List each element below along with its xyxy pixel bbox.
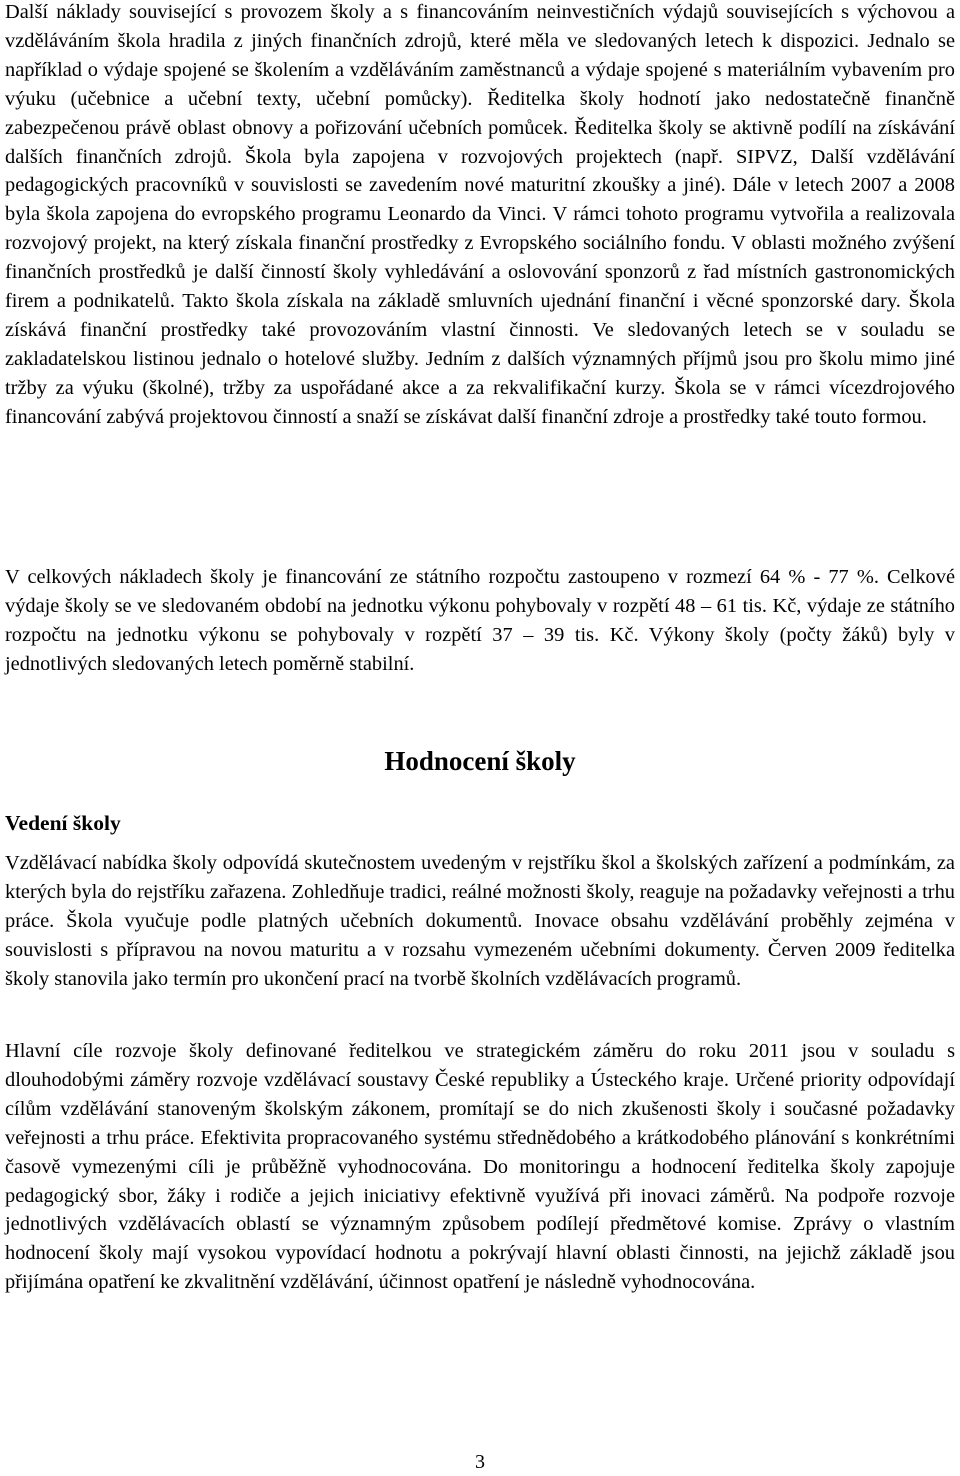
section-heading: Vedení školy <box>5 811 121 835</box>
page-number: 3 <box>475 1451 485 1473</box>
paragraph-educational-offer: Vzdělávací nabídka školy odpovídá skutečnostem uvedeným v rejstříku škol a školských zařízení a podmínkám, za kterých byla do rejstříku zařazena. Zohledňuje tradici, reálné možnosti školy, reaguje na požadavky veřejnosti a trhu práce. Škola vyučuje podle platných učebních dokumentů. Inovace obsahu vzdělávání proběhly zejména v souvislosti s přípravou na novou maturitu a v rozsahu vymezeném učebními dokumenty. Červen 2009 ředitelka školy stanovila jako termín pro ukončení prací na tvorbě školních vzdělávacích programů. <box>5 852 955 990</box>
paragraph-development-goals: Hlavní cíle rozvoje školy definované ředitelkou ve strategickém záměru do roku 2011 jsou v souladu s dlouhodobými záměry rozvoje vzdělávací soustavy České republiky a Ústeckého kraje. Určené priority odpovídají cílům vzdělávání stanoveným školským zákonem, promítají se do nich zkušenosti školy i současné požadavky veřejnosti a trhu práce. Efektivita propracovaného systému střednědobého a krátkodobého plánování s konkrétními časově vymezenými cíli je průběžně vyhodnocována. Do monitoringu a hodnocení ředitelka školy zapojuje pedagogický sbor, žáky i rodiče a jejich iniciativy efektivně využívá při inovaci záměrů. Na podpoře rozvoje jednotlivých vzdělávacích oblastí se významným způsobem podílejí předmětové komise. Zprávy o vlastním hodnocení školy mají vysokou vypovídací hodnotu a pokrývají hlavní oblasti činnosti, na jejichž základě jsou přijímána opatření ke zkvalitnění vzdělávání, účinnost opatření je následně vyhodnocována. <box>5 1040 955 1294</box>
paragraph-financing-sources: Další náklady související s provozem školy a s financováním neinvestičních výdajů souvisejících s výchovou a vzděláváním škola hradila z jiných finančních zdrojů, které měla ve sledovaných letech k dispozici. Jednalo se například o výdaje spojené se školením a vzděláváním zaměstnanců a výdaje spojené s materiálním vybavením pro výuku (učebnice a učební texty, učební pomůcky). Ředitelka školy hodnotí jako nedostatečně finančně zabezpečenou právě oblast obnovy a pořizování učebních pomůcek. Ředitelka školy se aktivně podílí na získávání dalších finančních zdrojů. Škola byla zapojena v rozvojových projektech (např. SIPVZ, Další vzdělávání pedagogických pracovníků v souvislosti se zavedením nové maturitní zkoušky a jiné). Dále v letech 2007 a 2008 byla škola zapojena do evropského programu Leonardo da Vinci. V rámci tohoto programu vytvořila a realizovala rozvojový projekt, na který získala finanční prostředky z Evropského sociálního fondu. V oblasti možného zvýšení finančních prostředků je další činností školy vyhledávání a oslovování sponzorů z řad místních gastronomických firem a podnikatelů. Takto škola získala na základě smluvních ujednání finanční i věcné sponzorské dary. Škola získává finanční prostředky také provozováním vlastní činnosti. Ve sledovaných letech se v souladu se zakladatelskou listinou jednalo o hotelové služby. Jedním z dalších významných příjmů jsou pro školu mimo jiné tržby za výuku (školné), tržby za uspořádané akce a za rekvalifikační kurzy. Škola se v rámci vícezdrojového financování zabývá projektovou činností a snaží se získávat další finanční zdroje a prostředky také touto formou. <box>5 1 955 428</box>
paragraph-cost-structure: V celkových nákladech školy je financování ze státního rozpočtu zastoupeno v rozmezí 64 % - 77 %. Celkové výdaje školy se ve sledovaném období na jednotku výkonu pohybovaly v rozpětí 48 – 61 tis. Kč, výdaje ze státního rozpočtu na jednotku výkonu se pohybovaly v rozpětí 37 – 39 tis. Kč. Výkony školy (počty žáků) byly v jednotlivých sledovaných letech poměrně stabilní. <box>5 566 955 675</box>
page-heading: Hodnocení školy <box>384 746 576 776</box>
